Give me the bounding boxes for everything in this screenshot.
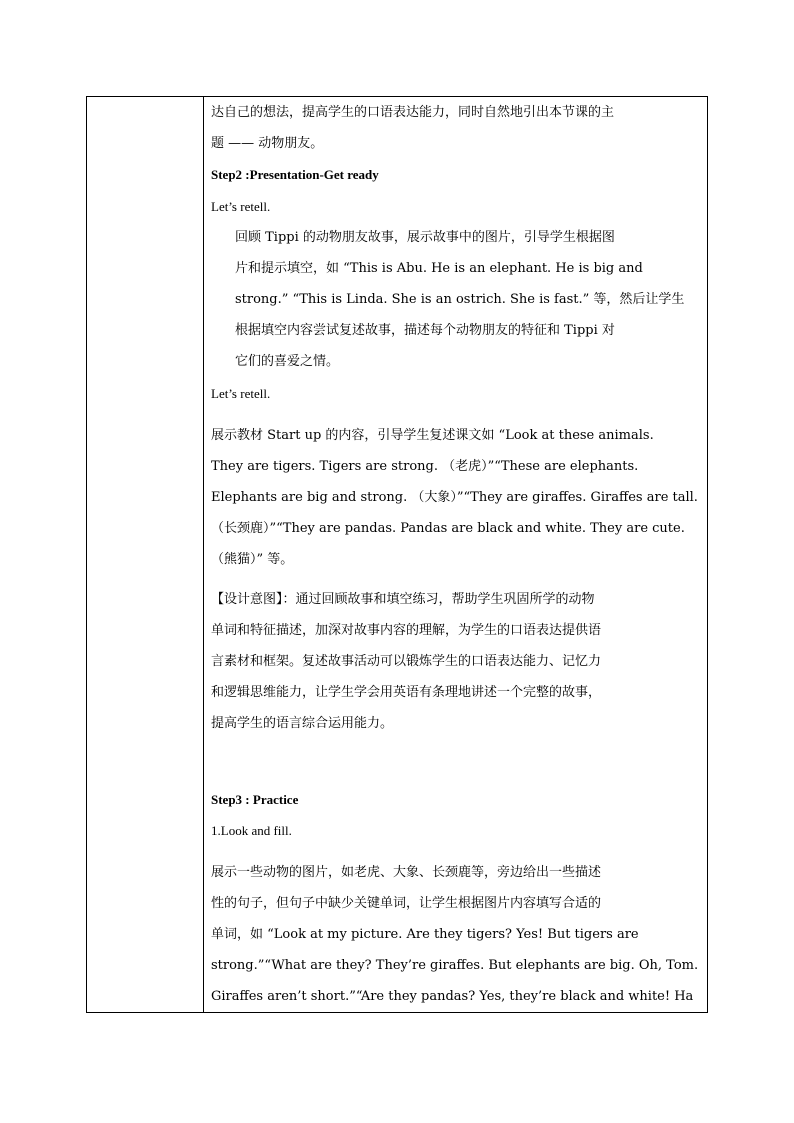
text-line: strong.” “This is Linda. She is an ostrich. She is fast.” 等，然后让学生: [235, 292, 685, 307]
text-line: 回顾 Tippi 的动物朋友故事，展示故事中的图片，引导学生根据图: [235, 230, 615, 245]
design-intent-line: 提高学生的语言综合运用能力。: [211, 716, 394, 731]
text-line: 性的句子，但句子中缺少关键单词，让学生根据图片内容填写合适的: [211, 896, 602, 911]
text-line: They are tigers. Tigers are strong. （老虎）”“These are elephants.: [211, 459, 639, 474]
design-intent-line: 【设计意图】：通过回顾故事和填空练习，帮助学生巩固所学的动物: [211, 592, 595, 607]
retell-label: Let’s retell.: [211, 386, 271, 401]
text-line: 片和提示填空，如 “This is Abu. He is an elephant. He is big and: [235, 261, 643, 276]
text-line: 题 —— 动物朋友。: [211, 136, 324, 151]
text-line: 展示教材 Start up 的内容，引导学生复述课文如 “Look at these animals.: [211, 428, 654, 443]
text-line: （熊猫）” 等。: [211, 552, 294, 567]
lesson-plan-table: [86, 96, 708, 1013]
design-intent-line: 单词和特征描述，加深对故事内容的理解，为学生的口语表达提供语: [211, 623, 602, 638]
text-line: 它们的喜爱之情。: [235, 354, 340, 369]
text-line: Elephants are big and strong. （大象）”“They are giraffes. Giraffes are tall.: [211, 490, 698, 505]
text-line: Giraffes aren’t short.”“Are they pandas? Yes, they’re black and white! Ha: [211, 989, 694, 1004]
text-line: 根据填空内容尝试复述故事，描述每个动物朋友的特征和 Tippi 对: [235, 323, 615, 338]
step3-heading: Step3 : Practice: [211, 792, 299, 807]
text-line: strong.”“What are they? They’re giraffes. But elephants are big. Oh, Tom.: [211, 958, 699, 973]
design-intent-line: 言素材和框架。复述故事活动可以锻炼学生的口语表达能力、记忆力: [211, 654, 602, 669]
text-line: 单词，如 “Look at my picture. Are they tigers? Yes! But tigers are: [211, 927, 639, 942]
step2-heading: Step2 :Presentation-Get ready: [211, 167, 379, 182]
retell-label: Let’s retell.: [211, 199, 271, 214]
text-line: （长颈鹿）”“They are pandas. Pandas are black and white. They are cute.: [211, 521, 685, 536]
text-line: 展示一些动物的图片，如老虎、大象、长颈鹿等，旁边给出一些描述: [211, 865, 602, 880]
design-intent-line: 和逻辑思维能力，让学生学会用英语有条理地讲述一个完整的故事，: [211, 685, 602, 700]
look-and-fill-label: 1.Look and fill.: [211, 823, 292, 838]
content-cell: [204, 97, 707, 1012]
text-line: 达自己的想法，提高学生的口语表达能力，同时自然地引出本节课的主: [211, 105, 615, 120]
